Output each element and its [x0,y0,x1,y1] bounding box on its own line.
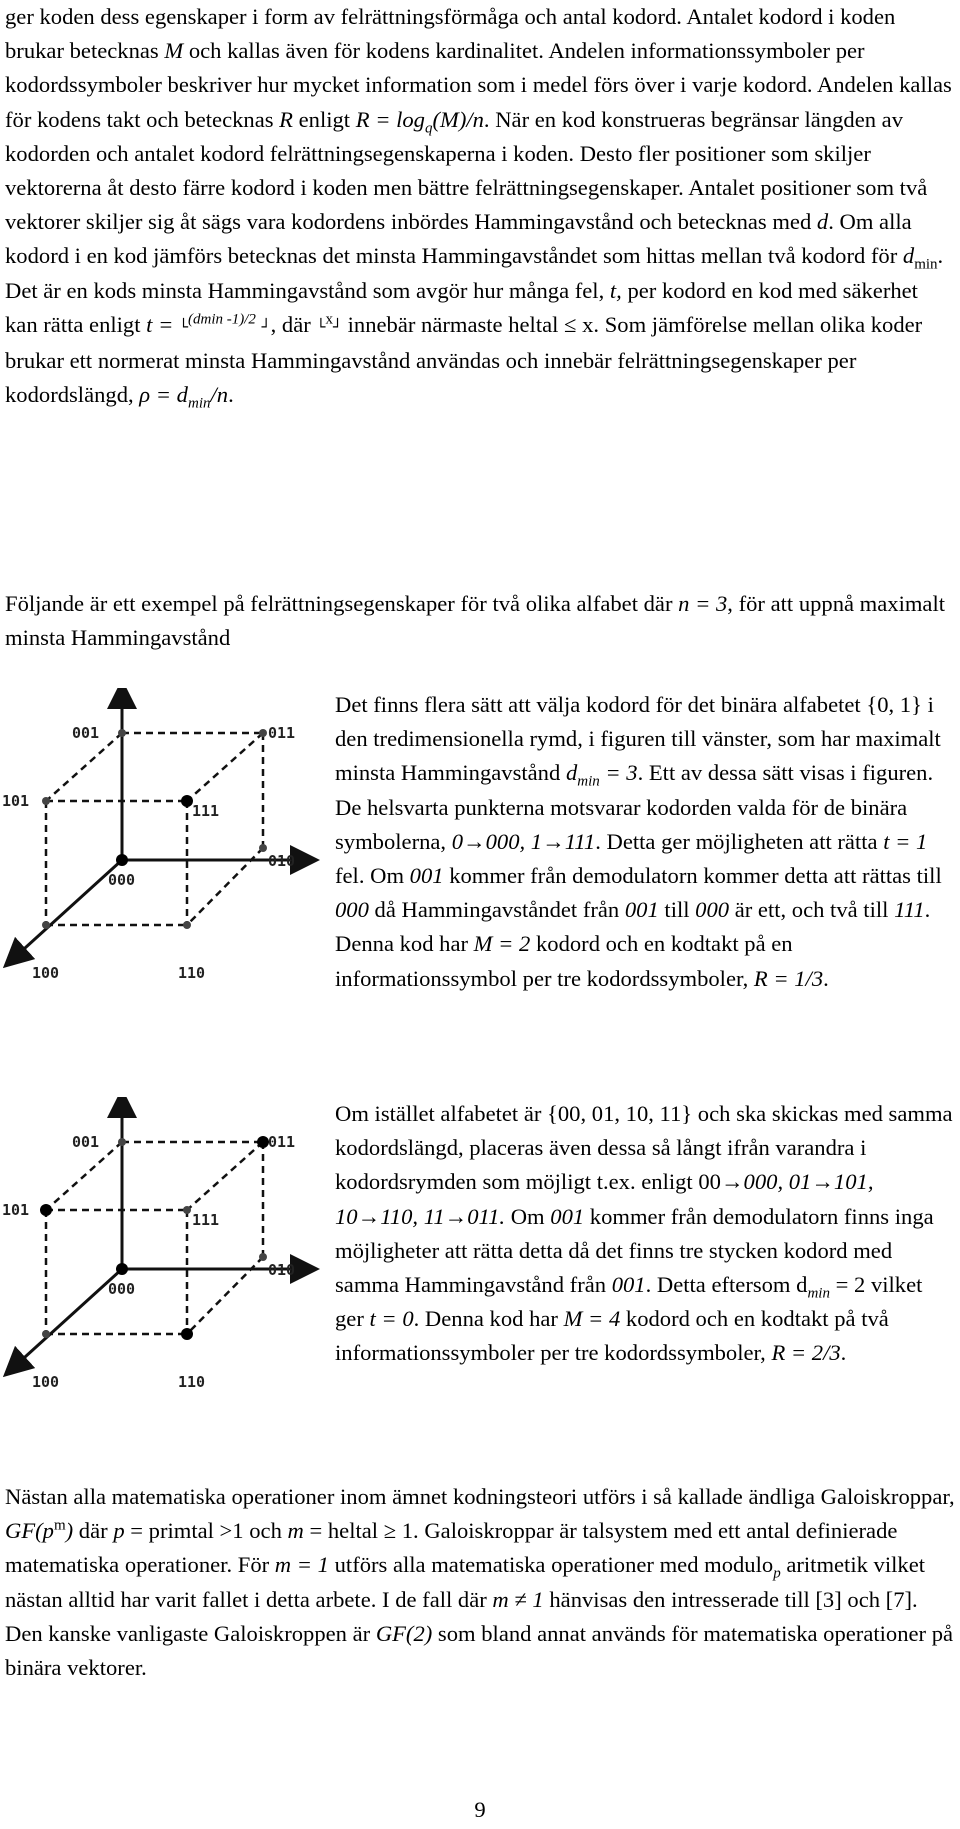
vertex-100 [42,1330,50,1338]
vertex-101 [42,797,50,805]
label-110: 110 [178,1373,206,1391]
label-011: 011 [268,724,296,742]
quaternary-alphabet-section: 001 011 101 111 010 000 100 110 Om istället alfabetet är {00, 01, 10, 11} och ska skickas med samma kodordslängd, placeras även dessa så långt ifrån varandra i kodordsrymden som möjligt t.ex. enligt 00→000, 01→101, 10→110, 11→011. Om 001 kommer från demodulatorn finns inga möjligheter att rätta detta då det finns tre stycken kodord med samma Hammingavstånd från 001. Detta eftersom $d_{min} = 2$ vilket ger t = 0. Denna kod har M = 4 kodord och en kodtakt på två informationssymboler per tre kodordssymboler, R = 2/3. [5,1097,955,1422]
label-010: 010 [268,1261,296,1279]
label-011: 011 [268,1133,296,1151]
label-101: 101 [2,792,30,810]
vertex-010 [259,844,267,852]
x-axis-arrow [14,1269,122,1367]
example-intro-paragraph: Följande är ett exempel på felrättningsegenskaper för två olika alfabet där n = 3, för att uppnå maximalt minsta Hammingavstånd [5,591,946,651]
galois-paragraph: Nästan alla matematiska operationer inom ämnet kodningsteori utförs i så kallade ändliga Galoiskroppar, $GF(p^m)$ där p = primtal >1 och m = heltal ≥ 1. Galoiskroppar är talsystem med ett antal definierade matematiska operationer. För m = 1 utförs alla matematiska operationer med modulo$_p$ aritmetik vilket nästan alltid har varit fallet i detta arbete. I de fall där m ≠ 1 hänvisas den intresserade till [3] och [7]. Den kanske vanligaste Galoiskroppen är GF(2) som bland annat används för matematiska operationer på binära vektorer. [5,1484,955,1681]
x-axis-arrow [14,860,122,958]
vertex-101-filled [40,1204,52,1216]
label-101: 101 [2,1201,30,1219]
vertex-000-filled [116,1263,128,1275]
label-010: 010 [268,852,296,870]
cube-diagram-binary [0,688,335,988]
cube-diagram-quaternary [0,1097,335,1397]
cube-edges [46,733,263,925]
page-number: 9 [474,1797,486,1822]
vertex-010 [259,1253,267,1261]
label-100: 100 [32,1373,60,1391]
label-100: 100 [32,964,60,982]
label-111: 111 [192,1211,220,1229]
label-000: 000 [108,1280,136,1298]
vertex-100 [42,921,50,929]
vertex-011 [259,729,267,737]
cube-edges [46,1142,263,1334]
vertex-110-filled [181,1328,193,1340]
label-001: 001 [72,724,100,742]
intro-paragraph: ger koden dess egenskaper i form av felrättningsförmåga och antal kodord. Antalet kodord i koden brukar betecknas M och kallas även för kodens kardinalitet. Andelen informationssymboler per kodordssymboler beskriver hur mycket information som i medel förs över i varje kodord. Andelen kallas för kodens takt och betecknas R enligt $R = \log_q(M)/n$. När en kod konstrueras begränsar längden av kodorden och antalet kodord felrättningsegenskaperna i koden. Desto fler positioner som skiljer vektorerna åt desto färre kodord i koden men bättre felrättningsegenskaper. Antalet positioner som två vektorer skiljer sig åt sägs vara kodordens inbördes Hammingavstånd och betecknas med d. Om alla kodord i en kod jämförs betecknas det minsta Hammingavståndet som hittas mellan två kodord för $d_{min}$. Det är en kods minsta Hammingavstånd som avgör hur många fel, t, per kodord en kod med säkerhet kan rätta enligt t = └$^{(dmin -1)/2}$ ┘, där └$^x$┘ innebär närmaste heltal ≤ x. Som jämförelse mellan olika koder brukar ett normerat minsta Hammingavstånd användas och innebär felrättningsegenskaper per kodordslängd, $\rho = d_{min}/n$. [5,4,952,412]
vertex-110 [183,921,191,929]
binary-cube-figure [0,688,335,1008]
vertex-000-filled [116,854,128,866]
vertex-001 [118,1138,126,1146]
vertex-001 [118,729,126,737]
binary-alphabet-section: 001 011 101 111 010 000 100 110 Det finns flera sätt att välja kodord för det binära alfabetet {0, 1} i den tredimensionella rymd, i figuren till vänster, som har maximalt minsta Hammingavstånd $d_{min} = 3$. Ett av dessa sätt visas i figuren. De helsvarta punkterna motsvarar kodorden valda för de binära symbolerna, 0→000, 1→111. Detta ger möjligheten att rätta t = 1 fel. Om 001 kommer från demodulatorn kommer detta att rättas till 000 då Hammingavståndet från 001 till 000 är ett, och två till 111. Denna kod har M = 2 kodord och en kodtakt på en informationssymbol per tre kodordssymboler, R = 1/3. [5,688,955,1008]
vertex-111 [183,1206,191,1214]
label-001: 001 [72,1133,100,1151]
label-000: 000 [108,871,136,889]
quaternary-cube-figure [0,1097,335,1422]
label-110: 110 [178,964,206,982]
label-111: 111 [192,802,220,820]
